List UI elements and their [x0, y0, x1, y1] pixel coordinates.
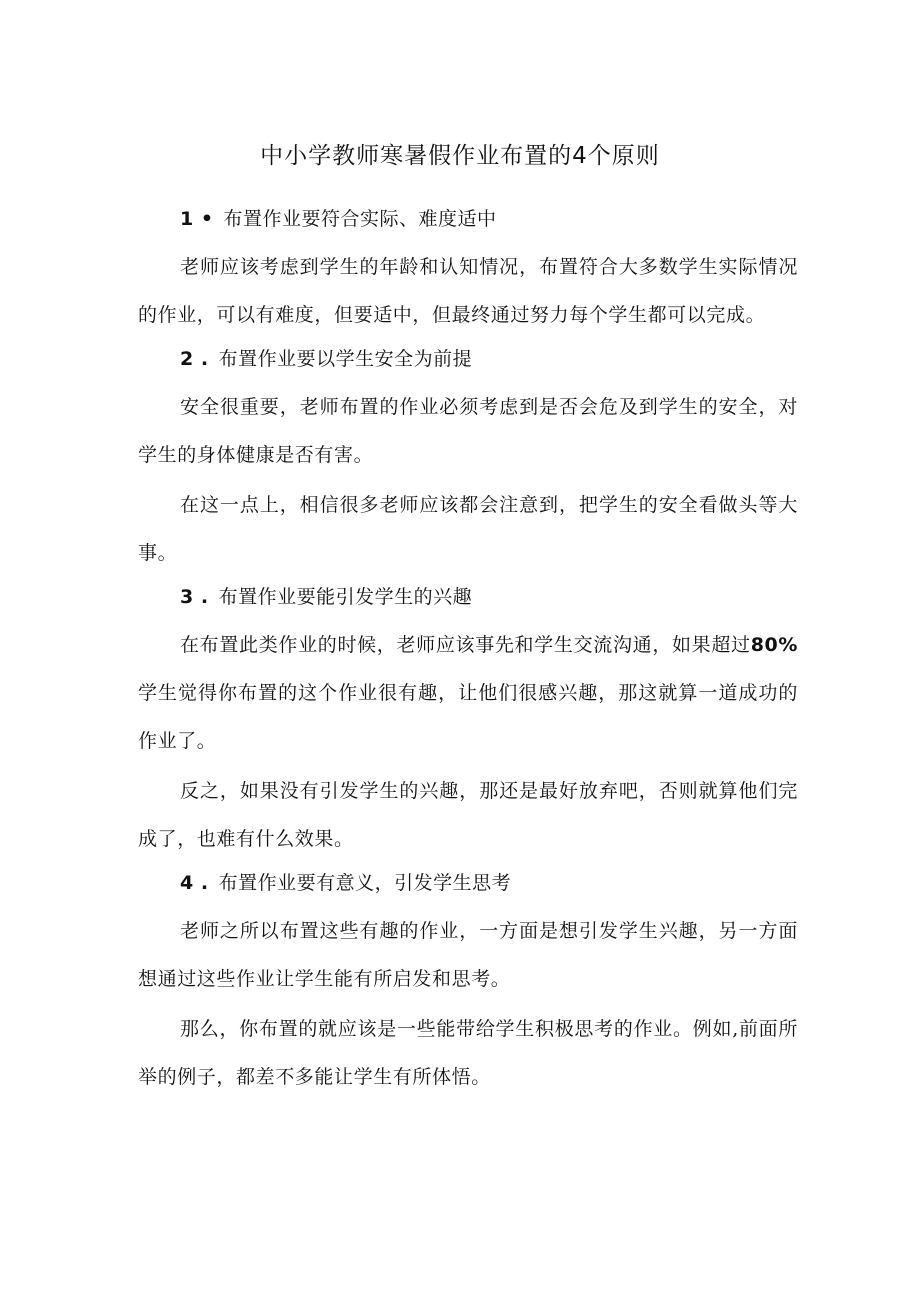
paragraph: 老师应该考虑到学生的年龄和认知情况，布置符合大多数学生实际情况的作业，可以有难度，但要适中，但最终通过努力每个学生都可以完成。	[138, 256, 798, 326]
paragraph: 在这一点上，相信很多老师应该都会注意到，把学生的安全看做头等大事。	[138, 494, 798, 564]
paragraph: 反之，如果没有引发学生的兴趣，那还是最好放弃吧，否则就算他们完成了，也难有什么效果。	[138, 780, 798, 850]
paragraph: 那么，你布置的就应该是一些能带给学生积极思考的作业。例如,前面所举的例子，都差不多能让学生有所体悟。	[138, 1018, 798, 1088]
paragraph-text: 学生觉得你布置的这个作业很有趣，让他们很感兴趣，那这就算一道成功的作业了。	[138, 682, 798, 752]
percentage-value: 80%	[750, 634, 798, 656]
section-title-3: 布置作业要能引发学生的兴趣	[218, 586, 473, 608]
section-heading-4	[138, 869, 798, 897]
document-title: 中小学教师寒暑假作业布置的4个原则	[260, 143, 660, 169]
section-title-2: 布置作业要以学生安全为前提	[218, 348, 473, 370]
paragraph	[138, 621, 798, 765]
section-heading-1	[138, 205, 798, 233]
paragraph-text: 在布置此类作业的时候，老师应该事先和学生交流沟通，如果超过	[180, 634, 751, 656]
paragraph: 老师之所以布置这些有趣的作业，一方面是想引发学生兴趣，另一方面想通过这些作业让学生能有所启发和思考。	[138, 920, 798, 990]
paragraph: 安全很重要，老师布置的作业必须考虑到是否会危及到学生的安全，对学生的身体健康是否有害。	[138, 396, 798, 466]
section-number-1: 1 •	[180, 208, 214, 230]
section-number-3: 3 .	[180, 586, 209, 608]
section-title-4: 布置作业要有意义，引发学生思考	[218, 872, 512, 894]
document-body	[138, 205, 798, 1101]
section-title-1: 布置作业要符合实际、难度适中	[223, 208, 497, 230]
section-number-4: 4 .	[180, 872, 209, 894]
section-number-2: 2 .	[180, 348, 209, 370]
section-heading-2	[138, 345, 798, 373]
section-heading-3	[138, 583, 798, 611]
